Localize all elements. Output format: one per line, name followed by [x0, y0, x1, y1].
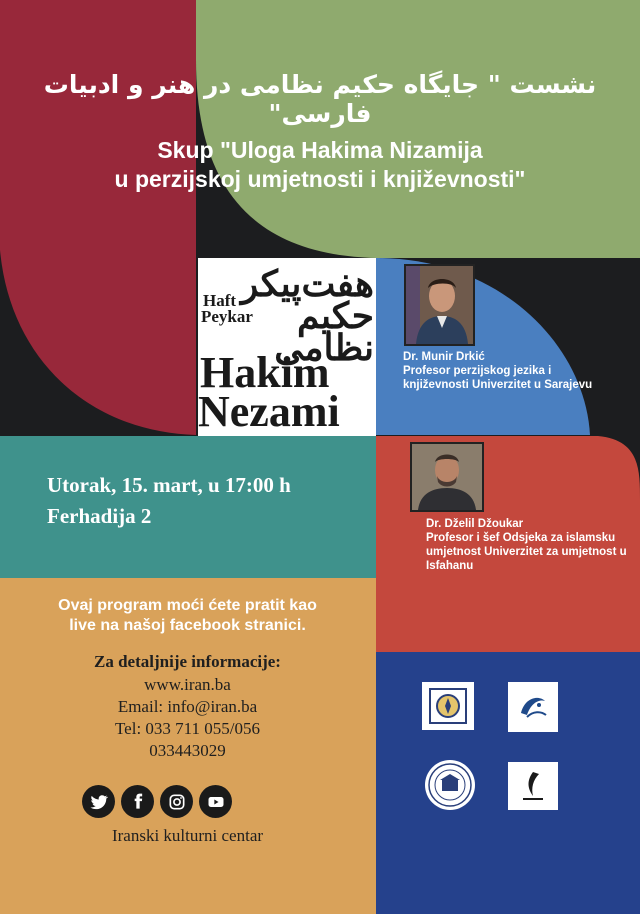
info-web[interactable]: www.iran.ba — [144, 675, 231, 694]
speaker1-photo — [404, 264, 475, 346]
speaker1-name: Dr. Munir Drkić — [403, 351, 485, 363]
contact-info — [0, 650, 375, 762]
instagram-icon[interactable] — [160, 785, 193, 818]
logo-nezami: Nezami — [198, 387, 340, 436]
speaker2-role: Profesor i šef Odsjeka za islamsku umjetnost Univerzitet za umjetnost u Isfahanu — [426, 532, 627, 572]
event-title — [60, 136, 580, 194]
partner-logo-1 — [422, 682, 474, 730]
social-icons — [82, 785, 302, 818]
logo-haft: Haft — [203, 291, 237, 310]
info-tel2: 033443029 — [149, 741, 226, 760]
live-notice — [0, 596, 375, 636]
live-line1: Ovaj program moći ćete pratit kao — [58, 597, 317, 614]
partner-logo-4 — [508, 762, 558, 810]
event-place: Ferhadija 2 — [47, 504, 152, 528]
logo-hakim: Hakim — [200, 348, 330, 397]
event-title-line2: u perzijskoj umjetnosti i književnosti" — [114, 166, 526, 192]
event-datetime: Utorak, 15. mart, u 17:00 h — [47, 473, 291, 497]
speaker1-role: Profesor perzijskog jezika i književnosti Univerzitet u Sarajevu — [403, 365, 593, 391]
partner-logo-3 — [425, 760, 475, 810]
twitter-icon[interactable] — [82, 785, 115, 818]
info-email[interactable]: Email: info@iran.ba — [117, 697, 258, 716]
event-title-line1: Skup "Uloga Hakima Nizamija — [157, 137, 483, 163]
event-details — [47, 470, 291, 532]
info-tel: Tel: 033 711 055/056 — [114, 719, 261, 738]
persian-title: نشست " جایگاه حکیم نظامی در هنر و ادبیات فارسی" — [43, 70, 597, 128]
speaker2-photo — [410, 442, 484, 512]
live-line2: live na našoj facebook stranici. — [69, 617, 306, 634]
logo-calligraphy: هفت‌پیکر حکیم نظامی — [240, 263, 374, 369]
youtube-icon[interactable] — [199, 785, 232, 818]
info-heading: Za detaljnije informacije: — [94, 652, 281, 671]
facebook-icon[interactable] — [121, 785, 154, 818]
organizer-name: Iranski kulturni centar — [111, 826, 264, 845]
partner-logo-2 — [508, 682, 558, 732]
speaker2-name: Dr. Dželil Džoukar — [426, 518, 524, 530]
logo-peykar: Peykar — [201, 307, 253, 326]
sage-shape — [196, 0, 640, 258]
